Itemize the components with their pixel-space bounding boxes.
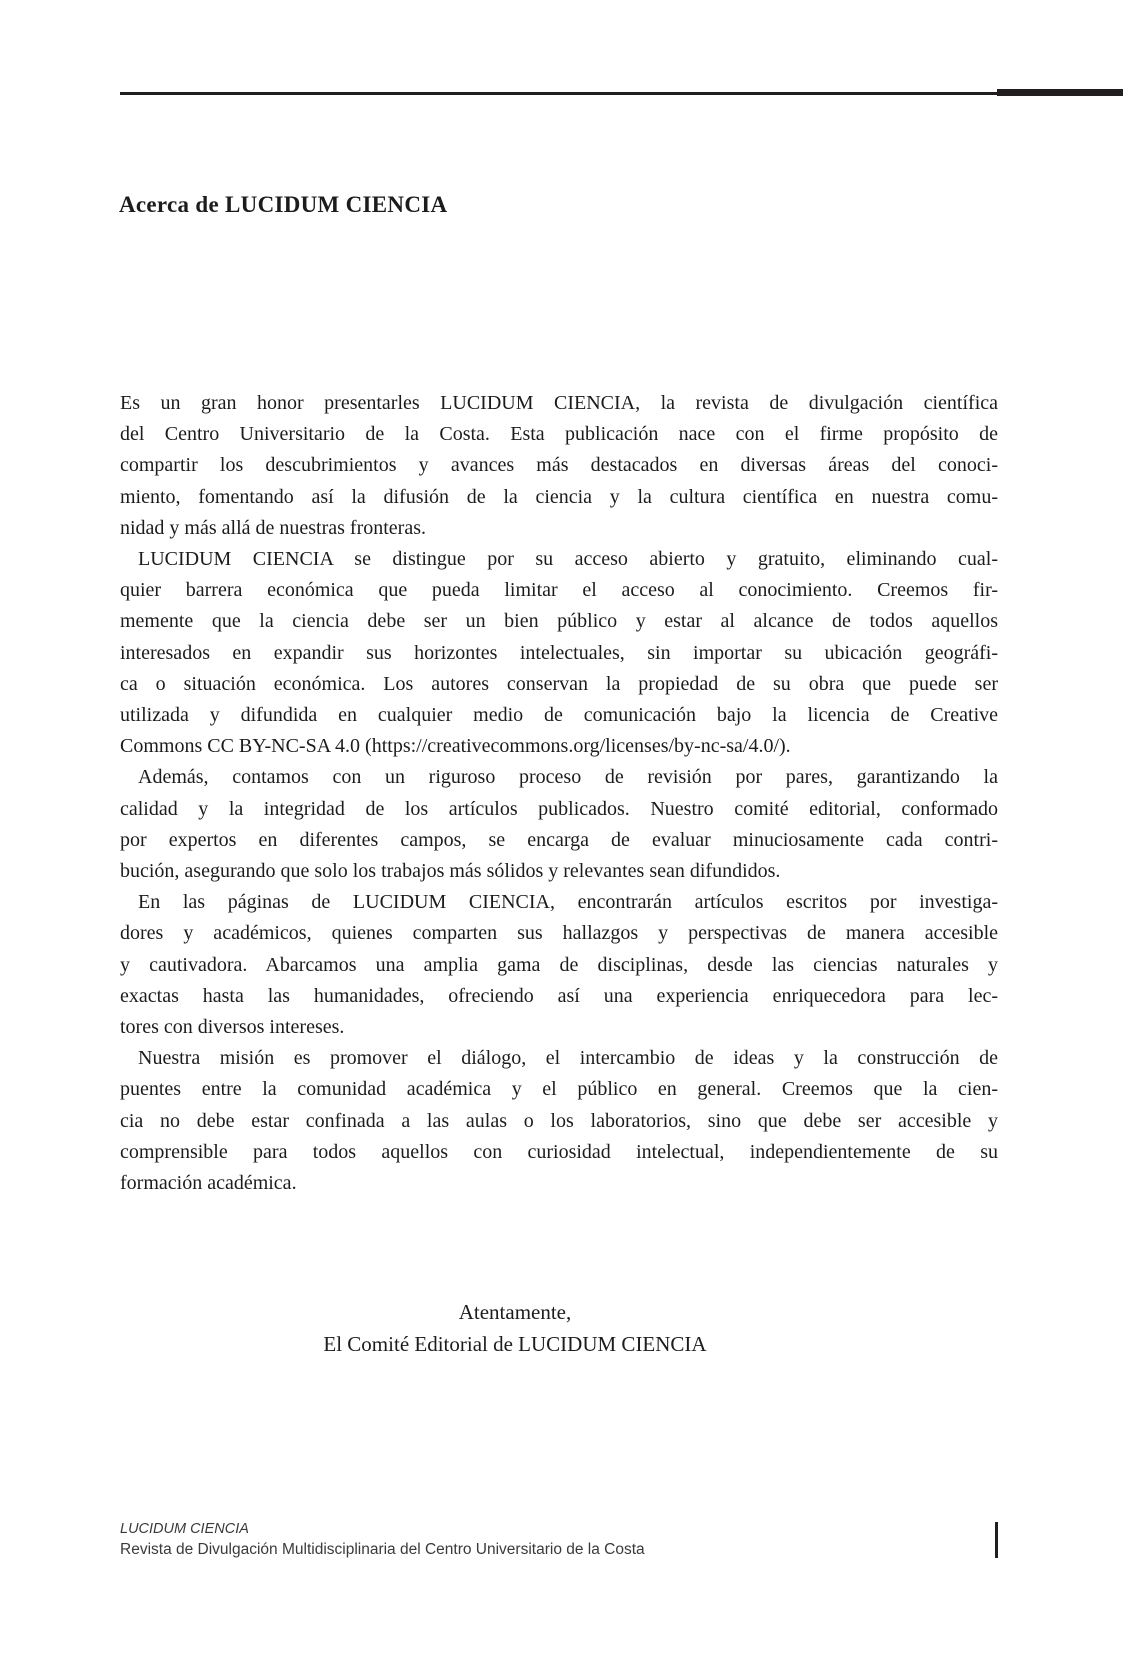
- body-line: Nuestra misión es promover el diálogo, el intercambio de ideas y la construcción de: [138, 1047, 998, 1070]
- body-line: Commons CC BY-NC-SA 4.0 (https://creativecommons.org/licenses/by-nc-sa/4.0/).: [120, 735, 791, 758]
- body-line: compartir los descubrimientos y avances más destacados en diversas áreas del conoci-: [120, 454, 998, 477]
- body-line: nidad y más allá de nuestras fronteras.: [120, 516, 427, 539]
- body-line: utilizada y difundida en cualquier medio de comunicación bajo la licencia de Creative: [120, 704, 998, 727]
- signature-block: [120, 1296, 910, 1360]
- body-line: dores y académicos, quienes comparten sus hallazgos y perspectivas de manera accesible: [120, 922, 998, 945]
- body-line: ca o situación económica. Los autores conservan la propiedad de su obra que puede ser: [120, 672, 998, 695]
- body-line: y cautivadora. Abarcamos una amplia gama de disciplinas, desde las ciencias naturales y: [120, 953, 998, 976]
- paragraph: [120, 1043, 998, 1199]
- body-line: comprensible para todos aquellos con curiosidad intelectual, independientemente de su: [120, 1140, 998, 1163]
- body-line: puentes entre la comunidad académica y el público en general. Creemos que la cien-: [120, 1078, 998, 1101]
- footer-journal-subtitle: Revista de Divulgación Multidisciplinaria del Centro Universitario de la Costa: [120, 1541, 645, 1558]
- header-rule-thick: [997, 89, 1123, 96]
- body-line: interesados en expandir sus horizontes intelectuales, sin importar su ubicación geográfi-: [120, 641, 998, 664]
- paragraph: [120, 762, 998, 887]
- body-line: calidad y la integridad de los artículos publicados. Nuestro comité editorial, conformado: [120, 797, 998, 820]
- footer-journal-name: LUCIDUM CIENCIA: [120, 1521, 249, 1537]
- header-rule-thin: [120, 92, 997, 95]
- body-line: Es un gran honor presentarles LUCIDUM CIENCIA, la revista de divulgación científica: [120, 392, 998, 414]
- signature-author: El Comité Editorial de LUCIDUM CIENCIA: [323, 1332, 707, 1356]
- body-text: [120, 388, 998, 1199]
- body-line: Además, contamos con un riguroso proceso de revisión por pares, garantizando la: [138, 766, 998, 789]
- body-line: memente que la ciencia debe ser un bien público y estar al alcance de todos aquellos: [120, 610, 998, 633]
- footer-page-separator: [995, 1522, 998, 1558]
- body-line: LUCIDUM CIENCIA se distingue por su acceso abierto y gratuito, eliminando cual-: [138, 548, 998, 571]
- page-title: Acerca de LUCIDUM CIENCIA: [119, 192, 448, 217]
- body-line: formación académica.: [120, 1172, 297, 1195]
- body-line: quier barrera económica que pueda limitar el acceso al conocimiento. Creemos fir-: [120, 579, 998, 602]
- paragraph: [120, 388, 998, 544]
- body-line: del Centro Universitario de la Costa. Esta publicación nace con el firme propósito de: [120, 423, 998, 446]
- signature-closing: Atentamente,: [458, 1300, 572, 1324]
- body-line: En las páginas de LUCIDUM CIENCIA, encontrarán artículos escritos por investiga-: [138, 891, 998, 914]
- paragraph: [120, 544, 998, 762]
- body-line: tores con diversos intereses.: [120, 1016, 345, 1039]
- paragraph: [120, 887, 998, 1043]
- body-line: por expertos en diferentes campos, se encarga de evaluar minuciosamente cada contri-: [120, 828, 998, 851]
- body-line: miento, fomentando así la difusión de la ciencia y la cultura científica en nuestra comu-: [120, 485, 998, 508]
- body-line: cia no debe estar confinada a las aulas o los laboratorios, sino que debe ser accesible y: [120, 1109, 998, 1132]
- body-line: bución, asegurando que solo los trabajos más sólidos y relevantes sean difundidos.: [120, 860, 781, 883]
- body-line: exactas hasta las humanidades, ofreciendo así una experiencia enriquecedora para lec-: [120, 984, 998, 1007]
